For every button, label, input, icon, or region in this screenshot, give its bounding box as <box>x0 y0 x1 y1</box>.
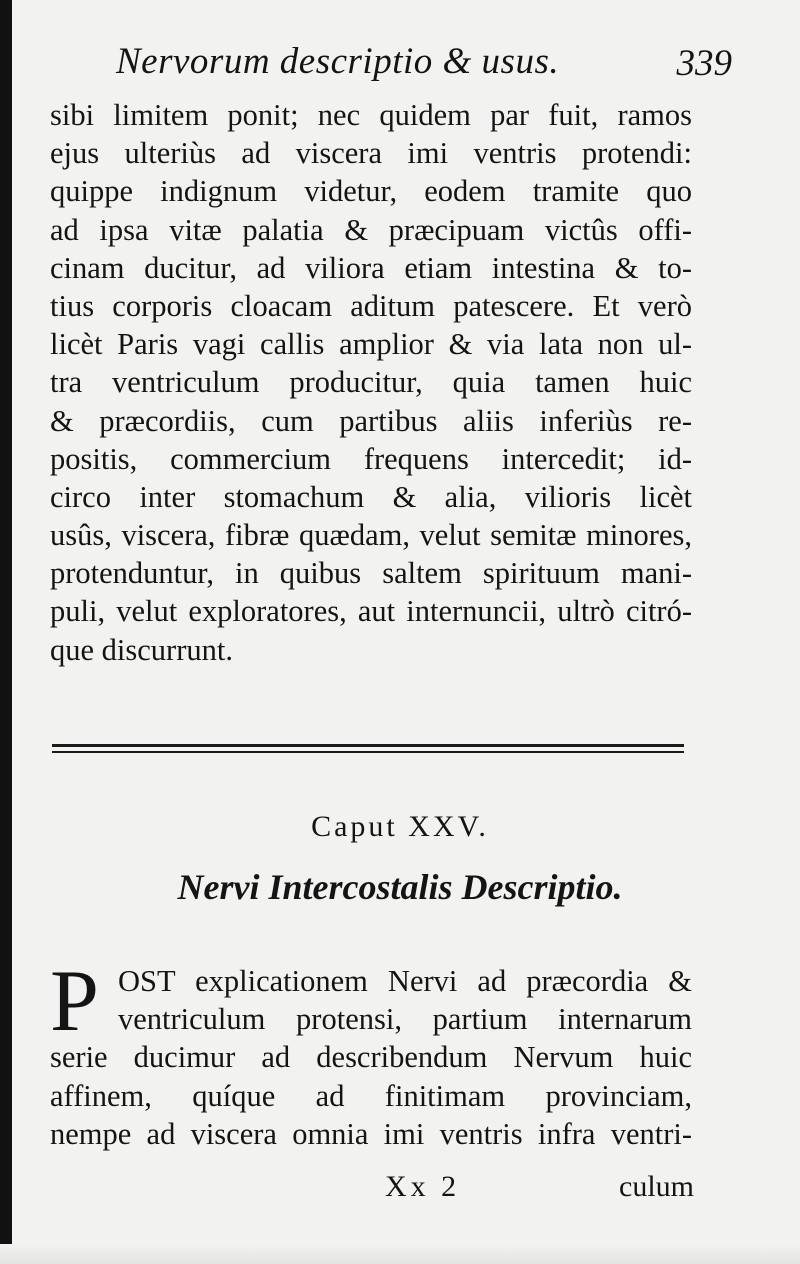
text-line: serie ducimur ad describendum Nervum huic <box>50 1040 692 1075</box>
chapter-title: Nervi Intercostalis Descriptio. <box>177 867 623 907</box>
divider-rule-thick <box>52 744 684 747</box>
text-line: quippe indignum videtur, eodem tramite quo <box>50 174 692 209</box>
drop-capital: P <box>50 953 99 1050</box>
chapter-paragraph <box>50 953 692 1153</box>
catchword: culum <box>619 1170 694 1203</box>
text-line: OST explicationem Nervi ad præcordia & <box>118 964 692 998</box>
text-line: tra ventriculum producitur, quia tamen huic <box>50 365 692 400</box>
page-edge-shadow <box>0 0 12 1264</box>
section-divider <box>52 744 684 762</box>
text-line: licèt Paris vagi callis amplior & via lata non ul- <box>50 327 692 362</box>
running-head <box>52 40 732 96</box>
running-title: Nervorum descriptio & usus. <box>116 41 560 82</box>
text-line: puli, velut exploratores, aut internuncii, ultrò citró- <box>50 594 692 629</box>
text-line: affinem, quíque ad finitimam provinciam, <box>50 1078 692 1113</box>
text-line: positis, commercium frequens intercedit; id- <box>50 441 692 476</box>
text-line: usûs, viscera, fibræ quædam, velut semitæ minores, <box>50 518 692 553</box>
signature-mark: Xx 2 <box>385 1170 461 1203</box>
text-line: que discurrunt. <box>50 632 233 667</box>
text-line: & præcordiis, cum partibus aliis inferiùs re- <box>50 403 692 438</box>
body-paragraph <box>50 96 692 669</box>
text-line: protenduntur, in quibus saltem spirituum mani- <box>50 556 692 591</box>
page-bottom-edge <box>0 1244 800 1264</box>
divider-rule-thin <box>52 751 684 753</box>
text-line: cinam ducitur, ad viliora etiam intestina & to- <box>50 250 692 285</box>
page-number: 339 <box>676 43 732 84</box>
chapter-number: Caput XXV. <box>311 810 489 843</box>
text-line: sibi limitem ponit; nec quidem par fuit, ramos <box>50 98 692 132</box>
text-line: nempe ad viscera omnia imi ventris infra ventri- <box>50 1116 692 1151</box>
text-line: ejus ulteriùs ad viscera imi ventris protendi: <box>50 136 692 171</box>
text-line: ventriculum protensi, partium internarum <box>118 1002 692 1037</box>
text-line: ad ipsa vitæ palatia & præcipuam victûs offi- <box>50 212 692 247</box>
text-line: circo inter stomachum & alia, vilioris licèt <box>50 479 692 514</box>
text-line: tius corporis cloacam aditum patescere. Et verò <box>50 288 692 323</box>
